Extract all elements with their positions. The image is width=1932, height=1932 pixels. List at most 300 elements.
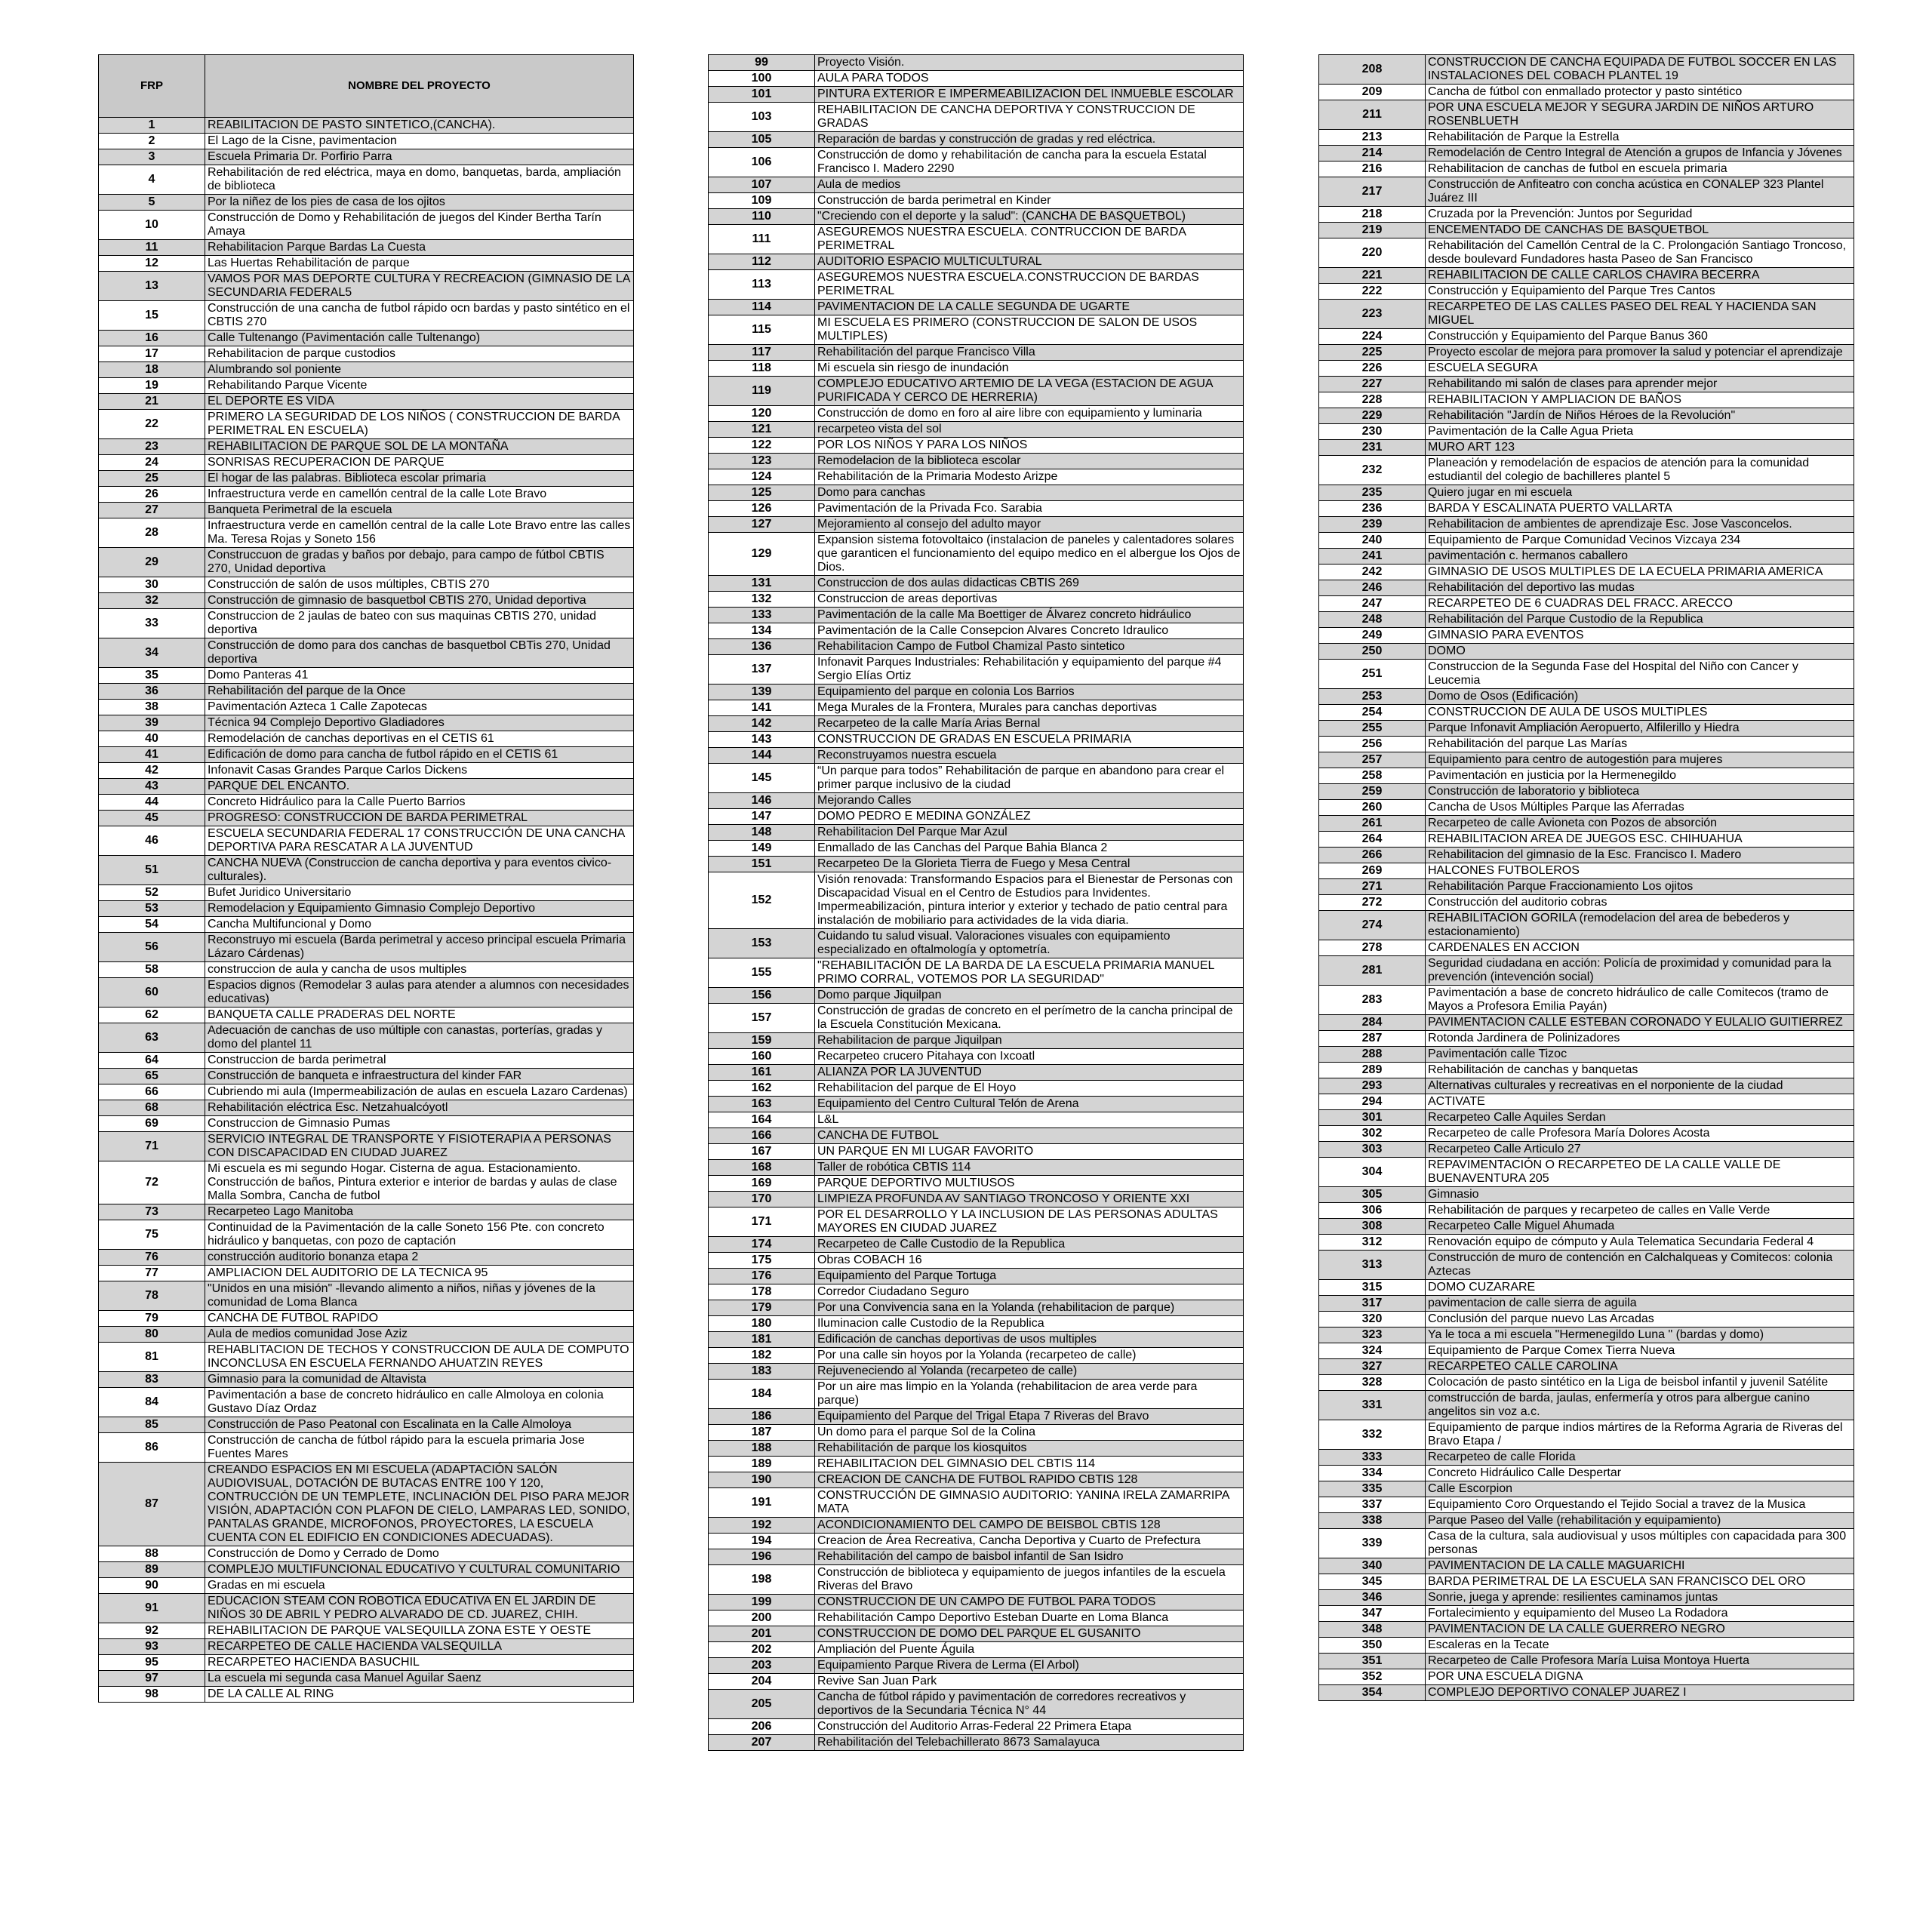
frp-number: 105 bbox=[709, 132, 815, 148]
project-name: Visión renovada: Transformando Espacios para el Bienestar de Personas con Discapacidad Visual en el Centro de Estudios para Invidentes. Impermeabilización, pintura interior y exterior y techado de patio central para instalación de mobiliario para actividades de la vida diaria. bbox=[814, 872, 1243, 929]
table-row bbox=[99, 1053, 634, 1069]
frp-number: 229 bbox=[1319, 408, 1426, 424]
table-row bbox=[709, 1253, 1244, 1269]
project-name: Rehabilitación del deportivo las mudas bbox=[1425, 580, 1854, 596]
frp-number: 188 bbox=[709, 1441, 815, 1457]
frp-number: 16 bbox=[99, 331, 205, 346]
table-row bbox=[1319, 517, 1854, 533]
frp-number: 261 bbox=[1319, 816, 1426, 832]
project-name: Construcción de gradas de concreto en el perímetro de la cancha principal de la Escuela Constitución Mexicana. bbox=[814, 1004, 1243, 1033]
frp-number: 327 bbox=[1319, 1359, 1426, 1375]
frp-number: 335 bbox=[1319, 1481, 1426, 1497]
project-name: Parque Infonavit Ampliación Aeropuerto, Alfilerillo y Hiedra bbox=[1425, 721, 1854, 737]
table-row bbox=[709, 225, 1244, 254]
table-row bbox=[99, 1388, 634, 1417]
project-name: PINTURA EXTERIOR E IMPERMEABILIZACION DEL INMUEBLE ESCOLAR bbox=[814, 87, 1243, 103]
table-row bbox=[99, 165, 634, 195]
table-row bbox=[99, 962, 634, 978]
table-row bbox=[709, 857, 1244, 872]
project-name: Obras COBACH 16 bbox=[814, 1253, 1243, 1269]
table-row bbox=[709, 1472, 1244, 1488]
project-name: Mi escuela es mi segundo Hogar. Cisterna de agua. Estacionamiento. Construcción de baños, Pintura exterior e interior de bardas y aulas de clase Malla Sombra, Cancha de futbol bbox=[205, 1161, 633, 1204]
table-row bbox=[99, 211, 634, 240]
frp-number: 178 bbox=[709, 1284, 815, 1300]
frp-number: 220 bbox=[1319, 238, 1426, 268]
project-name: Conclusión del parque nuevo Las Arcadas bbox=[1425, 1312, 1854, 1327]
project-name: RECARPETEO DE CALLE HACIENDA VALSEQUILLA bbox=[205, 1639, 633, 1655]
frp-number: 76 bbox=[99, 1250, 205, 1266]
project-name: Rehabilitación del parque Francisco Villa bbox=[814, 345, 1243, 361]
project-name: Aula de medios bbox=[814, 177, 1243, 193]
table-row bbox=[99, 1327, 634, 1343]
project-name: Construcción de una cancha de futbol rápido ocn bardas y pasto sintético en el CBTIS 270 bbox=[205, 301, 633, 331]
table-row bbox=[709, 1128, 1244, 1144]
table-row bbox=[99, 1084, 634, 1100]
frp-number: 240 bbox=[1319, 533, 1426, 549]
project-name: DOMO CUZARARE bbox=[1425, 1280, 1854, 1296]
frp-number: 255 bbox=[1319, 721, 1426, 737]
project-name: REABILITACION DE PASTO SINTETICO,(CANCHA). bbox=[205, 118, 633, 134]
table-row bbox=[709, 958, 1244, 988]
frp-number: 119 bbox=[709, 377, 815, 406]
project-name: Pavimentación en justicia por la Hermenegildo bbox=[1425, 768, 1854, 784]
frp-number: 125 bbox=[709, 485, 815, 501]
project-name: Rehabilitacion del gimnasio de la Esc. Francisco I. Madero bbox=[1425, 848, 1854, 863]
project-name: Rehabilitando mi salón de clases para aprender mejor bbox=[1425, 377, 1854, 392]
frp-number: 213 bbox=[1319, 130, 1426, 146]
table-row bbox=[99, 885, 634, 901]
table-row bbox=[709, 1658, 1244, 1674]
frp-number: 253 bbox=[1319, 689, 1426, 705]
project-name: PROGRESO: CONSTRUCCION DE BARDA PERIMETRAL bbox=[205, 811, 633, 826]
project-name: Equipamiento Parque Rivera de Lerma (El Arbol) bbox=[814, 1658, 1243, 1674]
frp-number: 10 bbox=[99, 211, 205, 240]
frp-number: 144 bbox=[709, 748, 815, 764]
frp-number: 109 bbox=[709, 193, 815, 209]
table-row bbox=[709, 1065, 1244, 1081]
table-row bbox=[709, 1208, 1244, 1237]
table-row bbox=[709, 71, 1244, 87]
project-name: POR UNA ESCUELA MEJOR Y SEGURA JARDIN DE NIÑOS ARTURO ROSENBLUETH bbox=[1425, 100, 1854, 130]
table-row bbox=[1319, 721, 1854, 737]
table-row bbox=[709, 576, 1244, 592]
frp-number: 272 bbox=[1319, 895, 1426, 911]
project-name: PAVIMENTACION DE LA CALLE SEGUNDA DE UGARTE bbox=[814, 300, 1243, 315]
project-name: recarpeteo vista del sol bbox=[814, 422, 1243, 438]
table-row bbox=[1319, 284, 1854, 300]
project-name: Construcción del Auditorio Arras-Federal 22 Primera Etapa bbox=[814, 1719, 1243, 1735]
table-row bbox=[99, 1578, 634, 1594]
frp-number: 133 bbox=[709, 608, 815, 623]
frp-number: 317 bbox=[1319, 1296, 1426, 1312]
frp-number: 216 bbox=[1319, 162, 1426, 177]
project-name: Concreto Hidráulico Calle Despertar bbox=[1425, 1466, 1854, 1481]
table-row bbox=[99, 1417, 634, 1433]
frp-number: 2 bbox=[99, 134, 205, 149]
project-name: Ya le toca a mi escuela "Hermenegildo Luna " (bardas y domo) bbox=[1425, 1327, 1854, 1343]
frp-number: 352 bbox=[1319, 1669, 1426, 1685]
project-name: Domo de Osos (Edificación) bbox=[1425, 689, 1854, 705]
frp-number: 38 bbox=[99, 700, 205, 715]
project-name: LIMPIEZA PROFUNDA AV SANTIAGO TRONCOSO Y ORIENTE XXI bbox=[814, 1192, 1243, 1208]
table-row bbox=[99, 917, 634, 933]
project-name: Construcción de gimnasio de basquetbol CBTIS 270, Unidad deportiva bbox=[205, 593, 633, 609]
project-name: Recarpeteo Lago Manitoba bbox=[205, 1204, 633, 1220]
project-name: Construccion de la Segunda Fase del Hospital del Niño con Cancer y Leucemia bbox=[1425, 660, 1854, 689]
table-row bbox=[709, 809, 1244, 825]
project-name: CREANDO ESPACIOS EN MI ESCUELA (ADAPTACIÓN SALÓN AUDIOVISUAL, DOTACIÓN DE BUTACAS ENTRE 100 Y 120, CONTRUCCIÓN DE UN TEMPLETE, INCLINACIÓN DEL PISO PARA MEJOR VISIÓN, ADAPTACIÓN CON PLAFON DE CIELO, LAMPARAS LED, SONIDO, PANTALAS GRANDE, MICROFONOS, PROYECTORES, LA ESCUELA CUENTA CON EL EDIFICIO EN CONDICIONES ADECUADAS). bbox=[205, 1463, 633, 1546]
project-name: Infonavit Parques Industriales: Rehabilitación y equipamiento del parque #4 Sergio Elías Ortiz bbox=[814, 655, 1243, 685]
frp-number: 36 bbox=[99, 684, 205, 700]
project-name: Equipamiento Coro Orquestando el Tejido Social a travez de la Musica bbox=[1425, 1497, 1854, 1513]
frp-number: 169 bbox=[709, 1176, 815, 1192]
frp-number: 93 bbox=[99, 1639, 205, 1655]
frp-number: 332 bbox=[1319, 1420, 1426, 1450]
table-row bbox=[1319, 1622, 1854, 1638]
project-name: Pavimentación a base de concreto hidráulico en calle Almoloya en colonia Gustavo Díaz Ordaz bbox=[205, 1388, 633, 1417]
frp-number: 251 bbox=[1319, 660, 1426, 689]
project-name: Escuela Primaria Dr. Porfirio Parra bbox=[205, 149, 633, 165]
frp-number: 206 bbox=[709, 1719, 815, 1735]
project-name: Domo Panteras 41 bbox=[205, 668, 633, 684]
project-name: Recarpeteo de calle Florida bbox=[1425, 1450, 1854, 1466]
project-name: Construcción de cancha de fútbol rápido para la escuela primaria Jose Fuentes Mares bbox=[205, 1433, 633, 1463]
frp-number: 288 bbox=[1319, 1047, 1426, 1063]
project-name: Recarpeteo Calle Articulo 27 bbox=[1425, 1142, 1854, 1158]
project-name: POR UNA ESCUELA DIGNA bbox=[1425, 1669, 1854, 1685]
frp-number: 107 bbox=[709, 177, 815, 193]
frp-number: 117 bbox=[709, 345, 815, 361]
project-name: Taller de robótica CBTIS 114 bbox=[814, 1160, 1243, 1176]
project-name: Enmallado de las Canchas del Parque Bahia Blanca 2 bbox=[814, 841, 1243, 857]
frp-number: 41 bbox=[99, 747, 205, 763]
project-name: Pavimentación calle Tizoc bbox=[1425, 1047, 1854, 1063]
header-project-name: NOMBRE DEL PROYECTO bbox=[205, 55, 633, 118]
table-row bbox=[709, 1674, 1244, 1690]
frp-number: 66 bbox=[99, 1084, 205, 1100]
frp-number: 80 bbox=[99, 1327, 205, 1343]
frp-number: 217 bbox=[1319, 177, 1426, 207]
frp-number: 152 bbox=[709, 872, 815, 929]
project-name: COMPLEJO EDUCATIVO ARTEMIO DE LA VEGA (ESTACION DE AGUA PURIFICADA Y CERCO DE HERRERIA) bbox=[814, 377, 1243, 406]
frp-number: 305 bbox=[1319, 1187, 1426, 1203]
frp-number: 79 bbox=[99, 1311, 205, 1327]
table-row bbox=[1319, 1391, 1854, 1420]
table-row bbox=[709, 485, 1244, 501]
table-row bbox=[99, 394, 634, 410]
table-row bbox=[99, 609, 634, 638]
table-row bbox=[1319, 1450, 1854, 1466]
frp-number: 209 bbox=[1319, 85, 1426, 100]
table-row bbox=[1319, 1296, 1854, 1312]
frp-number: 63 bbox=[99, 1023, 205, 1053]
frp-number: 101 bbox=[709, 87, 815, 103]
project-name: Equipamiento del Parque Tortuga bbox=[814, 1269, 1243, 1284]
project-name: POR EL DESARROLLO Y LA INCLUSION DE LAS PERSONAS ADULTAS MAYORES EN CIUDAD JUAREZ bbox=[814, 1208, 1243, 1237]
frp-number: 287 bbox=[1319, 1031, 1426, 1047]
frp-number: 111 bbox=[709, 225, 815, 254]
project-name: Corredor Ciudadano Seguro bbox=[814, 1284, 1243, 1300]
table-row bbox=[1319, 162, 1854, 177]
table-row bbox=[99, 731, 634, 747]
project-name: Recarpeteo De la Glorieta Tierra de Fuego y Mesa Central bbox=[814, 857, 1243, 872]
frp-number: 98 bbox=[99, 1687, 205, 1703]
table-row bbox=[1319, 408, 1854, 424]
frp-number: 58 bbox=[99, 962, 205, 978]
frp-number: 127 bbox=[709, 517, 815, 533]
frp-number: 163 bbox=[709, 1097, 815, 1112]
projects-table-column-1 bbox=[98, 54, 634, 1703]
frp-number: 186 bbox=[709, 1409, 815, 1425]
table-row bbox=[709, 87, 1244, 103]
project-name: Rehabilitación del Camellón Central de la C. Prolongación Santiago Troncoso, desde boulevard Fundadores hasta Paseo de San Francisco bbox=[1425, 238, 1854, 268]
table-row bbox=[709, 1565, 1244, 1595]
frp-number: 202 bbox=[709, 1642, 815, 1658]
table-row bbox=[1319, 549, 1854, 565]
frp-number: 249 bbox=[1319, 628, 1426, 644]
project-name: CONSTRUCCION DE DOMO DEL PARQUE EL GUSANITO bbox=[814, 1626, 1243, 1642]
frp-number: 199 bbox=[709, 1595, 815, 1611]
table-row bbox=[1319, 895, 1854, 911]
table-row bbox=[709, 177, 1244, 193]
project-name: DOMO bbox=[1425, 644, 1854, 660]
table-row bbox=[709, 254, 1244, 270]
table-row bbox=[1319, 501, 1854, 517]
frp-number: 345 bbox=[1319, 1574, 1426, 1590]
project-name: Domo para canchas bbox=[814, 485, 1243, 501]
project-name: Rehabilitación "Jardín de Niños Héroes de la Revolución" bbox=[1425, 408, 1854, 424]
project-name: Casa de la cultura, sala audiovisual y usos múltiples con capacidada para 300 personas bbox=[1425, 1529, 1854, 1558]
project-name: "Creciendo con el deporte y la salud": (CANCHA DE BASQUETBOL) bbox=[814, 209, 1243, 225]
project-name: EL DEPORTE ES VIDA bbox=[205, 394, 633, 410]
table-row bbox=[709, 1081, 1244, 1097]
project-name: construccion de aula y cancha de usos multiples bbox=[205, 962, 633, 978]
project-name: Parque Paseo del Valle (rehabilitación y equipamiento) bbox=[1425, 1513, 1854, 1529]
frp-number: 45 bbox=[99, 811, 205, 826]
table-row bbox=[1319, 879, 1854, 895]
project-name: Creacion de Área Recreativa, Cancha Deportiva y Cuarto de Prefectura bbox=[814, 1534, 1243, 1549]
frp-number: 56 bbox=[99, 933, 205, 962]
table-row bbox=[1319, 1110, 1854, 1126]
frp-number: 122 bbox=[709, 438, 815, 454]
table-row bbox=[99, 471, 634, 487]
project-name: Aula de medios comunidad Jose Aziz bbox=[205, 1327, 633, 1343]
project-name: Equipamiento del Centro Cultural Telón de Arena bbox=[814, 1097, 1243, 1112]
frp-number: 228 bbox=[1319, 392, 1426, 408]
table-row bbox=[99, 1671, 634, 1687]
frp-number: 81 bbox=[99, 1343, 205, 1372]
table-row bbox=[99, 410, 634, 439]
project-name: CARDENALES EN ACCION bbox=[1425, 940, 1854, 956]
frp-number: 24 bbox=[99, 455, 205, 471]
project-name: AUDITORIO ESPACIO MULTICULTURAL bbox=[814, 254, 1243, 270]
frp-number: 312 bbox=[1319, 1235, 1426, 1251]
table-row bbox=[709, 1735, 1244, 1751]
project-name: Renovación equipo de cómputo y Aula Telematica Secundaria Federal 4 bbox=[1425, 1235, 1854, 1251]
project-name: Construcción de Paso Peatonal con Escalinata en la Calle Almoloya bbox=[205, 1417, 633, 1433]
frp-number: 123 bbox=[709, 454, 815, 469]
project-name: Rehabilitación de red eléctrica, maya en domo, banquetas, barda, ampliación de biblioteca bbox=[205, 165, 633, 195]
project-name: Recarpeteo de Calle Profesora María Luisa Montoya Huerta bbox=[1425, 1654, 1854, 1669]
table-row bbox=[99, 455, 634, 471]
table-row bbox=[1319, 1529, 1854, 1558]
frp-number: 303 bbox=[1319, 1142, 1426, 1158]
table-row bbox=[1319, 1280, 1854, 1296]
frp-number: 351 bbox=[1319, 1654, 1426, 1669]
frp-number: 254 bbox=[1319, 705, 1426, 721]
frp-number: 110 bbox=[709, 209, 815, 225]
project-name: Rehabilitación de parque los kiosquitos bbox=[814, 1441, 1243, 1457]
table-row bbox=[709, 1033, 1244, 1049]
project-name: CONSTRUCCIÓN DE GIMNASIO AUDITORIO: YANINA IRELA ZAMARRIPA MATA bbox=[814, 1488, 1243, 1518]
frp-number: 46 bbox=[99, 826, 205, 856]
table-row bbox=[709, 685, 1244, 700]
table-row bbox=[99, 1266, 634, 1281]
frp-number: 205 bbox=[709, 1690, 815, 1719]
project-name: Las Huertas Rehabilitación de parque bbox=[205, 256, 633, 272]
project-name: REHABILITACION DE CANCHA DEPORTIVA Y CONSTRUCCION DE GRADAS bbox=[814, 103, 1243, 132]
frp-number: 54 bbox=[99, 917, 205, 933]
frp-number: 51 bbox=[99, 856, 205, 885]
project-name: PAVIMENTACION CALLE ESTEBAN CORONADO Y EULALIO GUITIERREZ bbox=[1425, 1015, 1854, 1031]
project-name: Ampliación del Puente Águila bbox=[814, 1642, 1243, 1658]
project-name: Rehabilitación Parque Fraccionamiento Los ojitos bbox=[1425, 879, 1854, 895]
frp-number: 85 bbox=[99, 1417, 205, 1433]
project-name: Recarpeteo de la calle María Arias Bernal bbox=[814, 716, 1243, 732]
frp-number: 155 bbox=[709, 958, 815, 988]
project-name: REHABILITACION GORILA (remodelacion del area de bebederos y estacionamiento) bbox=[1425, 911, 1854, 940]
project-name: Recarpeteo Calle Miguel Ahumada bbox=[1425, 1219, 1854, 1235]
project-name: Equipamiento de Parque Comex Tierra Nueva bbox=[1425, 1343, 1854, 1359]
frp-number: 19 bbox=[99, 378, 205, 394]
table-row bbox=[1319, 1235, 1854, 1251]
table-row bbox=[99, 1008, 634, 1023]
project-name: Construcción de domo para dos canchas de basquetbol CBTis 270, Unidad deportiva bbox=[205, 638, 633, 668]
frp-number: 224 bbox=[1319, 329, 1426, 345]
frp-number: 301 bbox=[1319, 1110, 1426, 1126]
project-name: Rehabilitando Parque Vicente bbox=[205, 378, 633, 394]
frp-number: 218 bbox=[1319, 207, 1426, 223]
frp-number: 73 bbox=[99, 1204, 205, 1220]
table-row bbox=[1319, 1669, 1854, 1685]
project-name: PAVIMENTACION DE LA CALLE GUERRERO NEGRO bbox=[1425, 1622, 1854, 1638]
frp-number: 149 bbox=[709, 841, 815, 857]
frp-number: 32 bbox=[99, 593, 205, 609]
table-row bbox=[1319, 784, 1854, 800]
project-name: Rehabilitación de Parque la Estrella bbox=[1425, 130, 1854, 146]
project-name: Construccion de Gimnasio Pumas bbox=[205, 1116, 633, 1132]
table-row bbox=[1319, 1606, 1854, 1622]
table-row bbox=[1319, 1063, 1854, 1078]
frp-number: 161 bbox=[709, 1065, 815, 1081]
project-name: Construcción de Domo y Rehabilitación de juegos del Kinder Bertha Tarín Amaya bbox=[205, 211, 633, 240]
frp-number: 294 bbox=[1319, 1094, 1426, 1110]
project-name: SERVICIO INTEGRAL DE TRANSPORTE Y FISIOTERAPIA A PERSONAS CON DISCAPACIDAD EN CIUDAD JUAREZ bbox=[205, 1132, 633, 1161]
table-row bbox=[709, 872, 1244, 929]
table-row bbox=[1319, 392, 1854, 408]
table-row bbox=[709, 103, 1244, 132]
frp-number: 115 bbox=[709, 315, 815, 345]
project-name: Reconstruyamos nuestra escuela bbox=[814, 748, 1243, 764]
table-row bbox=[99, 1623, 634, 1639]
table-row bbox=[709, 361, 1244, 377]
project-name: Proyecto Visión. bbox=[814, 55, 1243, 71]
project-name: CONSTRUCCION DE UN CAMPO DE FUTBOL PARA TODOS bbox=[814, 1595, 1243, 1611]
project-name: Cancha de fútbol con enmallado protector y pasto sintético bbox=[1425, 85, 1854, 100]
project-name: Cubriendo mi aula (Impermeabilización de aulas en escuela Lazaro Cardenas) bbox=[205, 1084, 633, 1100]
project-name: Pavimentación de la Calle Agua Prieta bbox=[1425, 424, 1854, 440]
project-name: ASEGUREMOS NUESTRA ESCUELA. CONTRUCCION DE BARDA PERIMETRAL bbox=[814, 225, 1243, 254]
project-name: Por un aire mas limpio en la Yolanda (rehabilitacion de area verde para parque) bbox=[814, 1380, 1243, 1409]
frp-number: 103 bbox=[709, 103, 815, 132]
frp-number: 176 bbox=[709, 1269, 815, 1284]
table-row bbox=[1319, 130, 1854, 146]
frp-number: 183 bbox=[709, 1364, 815, 1380]
project-name: RECARPETEO DE 6 CUADRAS DEL FRACC. ARECCO bbox=[1425, 596, 1854, 612]
project-name: EDUCACION STEAM CON ROBOTICA EDUCATIVA EN EL JARDIN DE NIÑOS 30 DE ABRIL Y PEDRO ALVARADO DE CD. JUAREZ, CHIH. bbox=[205, 1594, 633, 1623]
frp-number: 331 bbox=[1319, 1391, 1426, 1420]
project-name: POR LOS NIÑOS Y PARA LOS NIÑOS bbox=[814, 438, 1243, 454]
project-name: Pavimentación Azteca 1 Calle Zapotecas bbox=[205, 700, 633, 715]
table-row bbox=[1319, 223, 1854, 238]
project-name: Reparación de bardas y construcción de gradas y red eléctrica. bbox=[814, 132, 1243, 148]
frp-number: 306 bbox=[1319, 1203, 1426, 1219]
project-name: ESCUELA SECUNDARIA FEDERAL 17 CONSTRUCCIÓN DE UNA CANCHA DEPORTIVA PARA RESCATAR A LA JUVENTUD bbox=[205, 826, 633, 856]
frp-number: 166 bbox=[709, 1128, 815, 1144]
frp-number: 21 bbox=[99, 394, 205, 410]
frp-number: 191 bbox=[709, 1488, 815, 1518]
project-name: Colocación de pasto sintético en la Liga de beisbol infantil y juvenil Satélite bbox=[1425, 1375, 1854, 1391]
table-row bbox=[99, 1594, 634, 1623]
table-row bbox=[1319, 55, 1854, 85]
table-row bbox=[99, 1069, 634, 1084]
table-row bbox=[1319, 940, 1854, 956]
table-row bbox=[709, 1332, 1244, 1348]
project-name: Rehabilitacion Del Parque Mar Azul bbox=[814, 825, 1243, 841]
project-name: Construcción de muro de contención en Calchalqueas y Comitecos: colonia Aztecas bbox=[1425, 1251, 1854, 1280]
frp-number: 131 bbox=[709, 576, 815, 592]
frp-number: 27 bbox=[99, 503, 205, 518]
frp-number: 145 bbox=[709, 764, 815, 793]
frp-number: 171 bbox=[709, 1208, 815, 1237]
frp-number: 22 bbox=[99, 410, 205, 439]
project-name: REHABILITACION DE PARQUE SOL DE LA MONTAÑA bbox=[205, 439, 633, 455]
frp-number: 151 bbox=[709, 857, 815, 872]
project-name: comstrucción de barda, jaulas, enfermería y otros para albergue canino angelitos sin voz a.c. bbox=[1425, 1391, 1854, 1420]
project-name: CONSTRUCCION DE AULA DE USOS MULTIPLES bbox=[1425, 705, 1854, 721]
frp-number: 207 bbox=[709, 1735, 815, 1751]
table-row bbox=[709, 501, 1244, 517]
frp-number: 174 bbox=[709, 1237, 815, 1253]
table-row bbox=[709, 148, 1244, 177]
table-row bbox=[99, 301, 634, 331]
project-name: Construcción del auditorio cobras bbox=[1425, 895, 1854, 911]
table-row bbox=[709, 422, 1244, 438]
project-name: Rehabilitacion de parque custodios bbox=[205, 346, 633, 362]
frp-number: 180 bbox=[709, 1316, 815, 1332]
frp-number: 214 bbox=[1319, 146, 1426, 162]
frp-number: 13 bbox=[99, 272, 205, 301]
frp-number: 184 bbox=[709, 1380, 815, 1409]
table-row bbox=[1319, 689, 1854, 705]
frp-number: 160 bbox=[709, 1049, 815, 1065]
frp-number: 274 bbox=[1319, 911, 1426, 940]
project-name: Equipamiento del Parque del Trigal Etapa 7 Riveras del Bravo bbox=[814, 1409, 1243, 1425]
project-name: Rehabilitación Campo Deportivo Esteban Duarte en Loma Blanca bbox=[814, 1611, 1243, 1626]
frp-number: 348 bbox=[1319, 1622, 1426, 1638]
project-name: Construccion de 2 jaulas de bateo con sus maquinas CBTIS 270, unidad deportiva bbox=[205, 609, 633, 638]
table-row bbox=[709, 1284, 1244, 1300]
